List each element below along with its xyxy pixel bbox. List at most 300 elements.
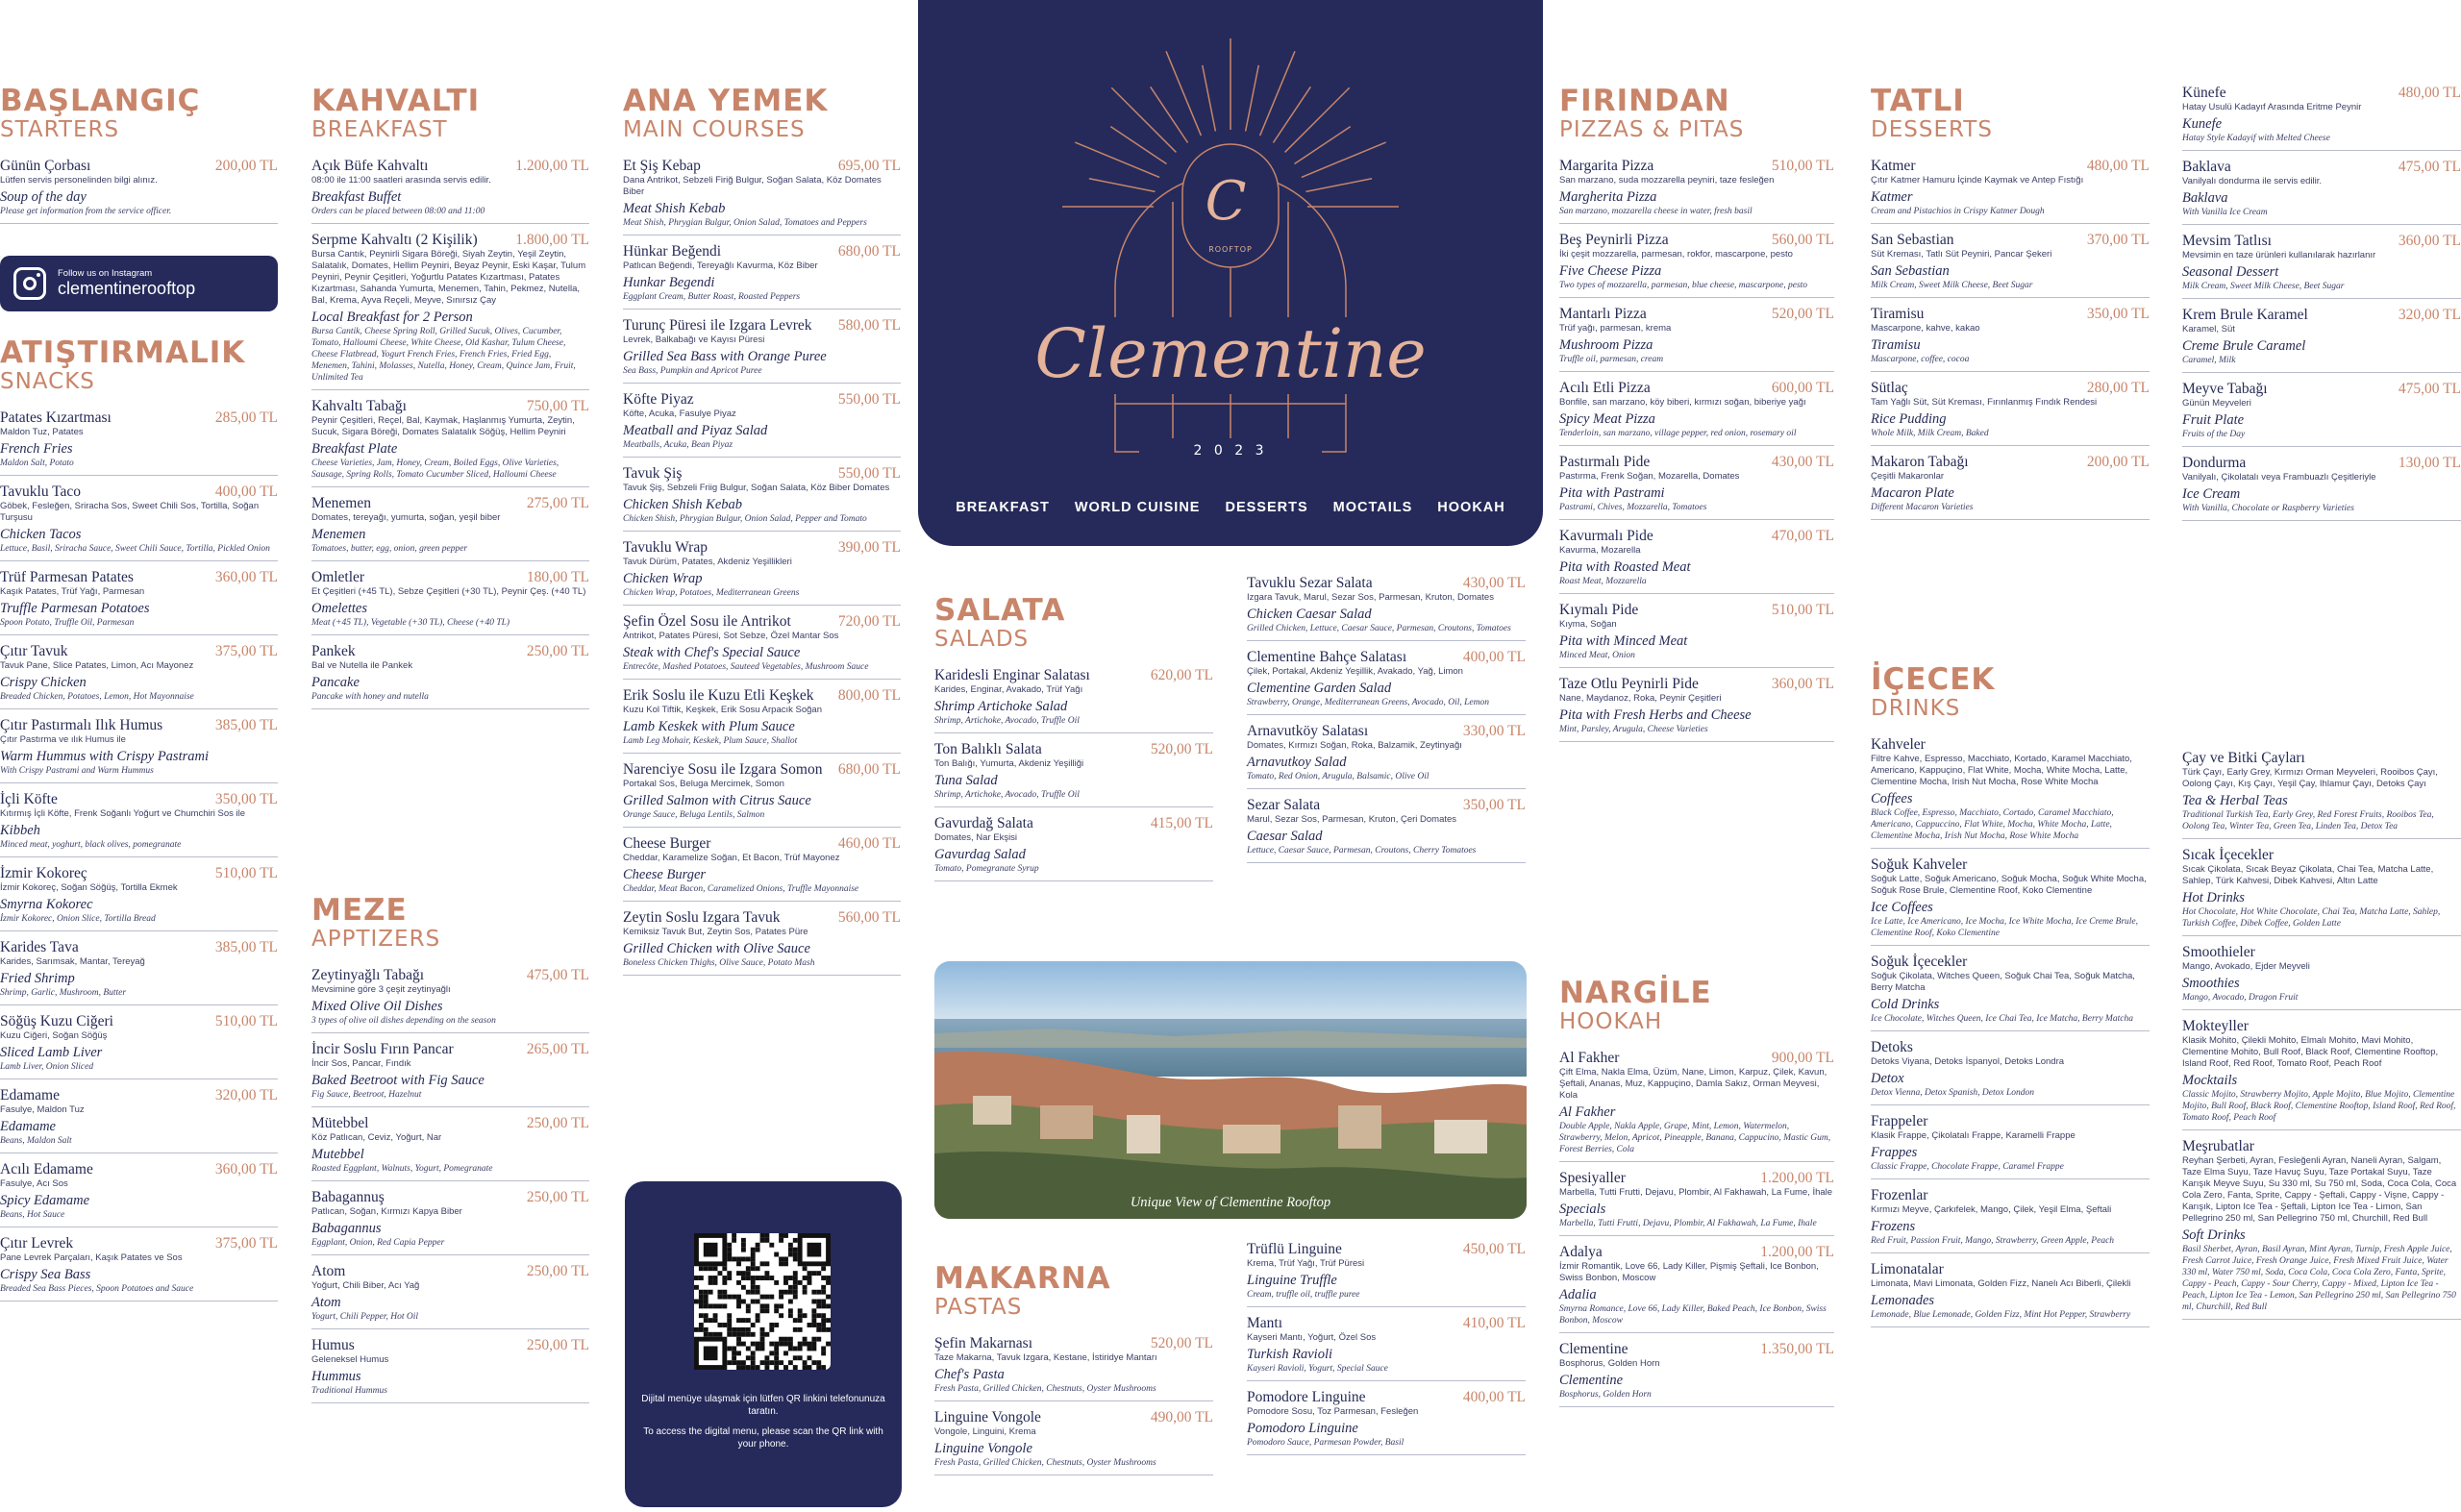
menu-item [1871, 736, 2150, 849]
menu-item-english-name: Arnavutkoy Salad [1247, 755, 1347, 770]
menu-item-name: Clementine Bahçe Salatası [1247, 649, 1407, 665]
menu-item-name: Krem Brule Karamel [2182, 307, 2308, 323]
menu-item-header [311, 1041, 589, 1058]
menu-item-description: Tavuk Dürüm, Patates, Akdeniz Yeşillikleri [623, 557, 792, 567]
menu-item-header [1871, 232, 2150, 249]
menu-item-header [2182, 381, 2461, 398]
menu-item-english-name: Creme Brule Caramel [2182, 338, 2306, 354]
menu-item-english-name: Warm Hummus with Crispy Pastrami [0, 749, 209, 764]
menu-item-english-description: Lamb Leg Mohair, Keskek, Plum Sauce, Shallot [623, 736, 798, 746]
menu-item-price: 200,00 TL [214, 158, 278, 174]
menu-item-description: 08:00 ile 11:00 saatleri arasında servis edilir. [311, 175, 491, 186]
menu-item-description: Bonfile, san marzano, köy biberi, kırmızı soğan, biberiye yağı [1559, 397, 1806, 408]
menu-item [1247, 1389, 1526, 1455]
menu-item-name: Şefin Makarnası [934, 1335, 1033, 1351]
menu-item-price: 360,00 TL [214, 569, 278, 585]
menu-item [1871, 306, 2150, 372]
menu-item [2182, 750, 2461, 839]
menu-item-header [1247, 797, 1526, 814]
menu-item-english-name: Clementine Garden Salad [1247, 681, 1392, 696]
menu-item-english-name: Soup of the day [0, 189, 87, 205]
menu-item-english-name: Pancake [311, 675, 360, 690]
menu-item-english-description: Caramel, Milk [2182, 356, 2236, 365]
menu-item-english-name: Hot Drinks [2182, 890, 2245, 905]
menu-item-description: Bosphorus, Golden Horn [1559, 1358, 1660, 1369]
menu-item [1559, 602, 1834, 668]
menu-item-english-description: Cream and Pistachios in Crispy Katmer Dough [1871, 207, 2045, 216]
menu-item-header [2182, 1138, 2461, 1155]
menu-item-english-name: Sliced Lamb Liver [0, 1045, 103, 1060]
menu-item-name: Meşrubatlar [2182, 1138, 2254, 1154]
menu-item-name: Tavuklu Taco [0, 483, 82, 500]
menu-item-description: Vanilyalı dondurma ile servis edilir. [2182, 176, 2323, 186]
menu-item-description: Maldon Tuz, Patates [0, 427, 84, 437]
menu-item-english-description: Smyrna Romance, Love 66, Lady Killer, Baked Peach, Ice Bonbon, Swiss Bonbon, Moscow [1559, 1304, 1827, 1326]
menu-item-description: Göbek, Fesleğen, Sriracha Sos, Sweet Chili Sos, Tortilla, Soğan Turşusu [0, 501, 260, 523]
menu-item-price: 800,00 TL [837, 687, 901, 704]
menu-item-price: 375,00 TL [214, 643, 278, 659]
menu-item-english-description: Fruits of the Day [2182, 430, 2246, 439]
menu-item [1559, 1050, 1834, 1162]
menu-item-english-name: Pita with Roasted Meat [1559, 559, 1691, 575]
section-title: MEZE [311, 893, 408, 928]
menu-item-price: 480,00 TL [2398, 85, 2461, 101]
menu-item [311, 1115, 589, 1181]
section-subtitle: SALADS [934, 627, 1030, 652]
menu-item-english-description: Breaded Sea Bass Pieces, Spoon Potatoes and Sauce [0, 1284, 194, 1294]
menu-item-english-description: Beans, Maldon Salt [0, 1136, 72, 1146]
menu-item-english-description: Minced meat, yoghurt, black olives, pomegranate [0, 840, 182, 850]
menu-item-english-name: Tiramisu [1871, 337, 1921, 353]
menu-item [1559, 158, 1834, 224]
menu-item-price: 385,00 TL [214, 939, 278, 955]
menu-item-price: 475,00 TL [526, 967, 589, 983]
menu-item-description: Trüf yağı, parmesan, krema [1559, 323, 1672, 334]
menu-item-price: 265,00 TL [526, 1041, 589, 1057]
menu-item-english-description: Marbella, Tutti Frutti, Dejavu, Plombir, Al Fakhawah, La Fume, Ihale [1559, 1219, 1817, 1228]
menu-item-price: 1.200,00 TL [1760, 1170, 1834, 1186]
menu-item-name: Tiramisu [1871, 306, 1925, 322]
menu-item-name: Turunç Püresi ile Izgara Levrek [623, 317, 812, 334]
menu-item-english-name: Crispy Chicken [0, 675, 87, 690]
menu-item-price: 450,00 TL [1462, 1241, 1526, 1257]
menu-item-name: Al Fakher [1559, 1050, 1620, 1066]
section-pastas2 [1247, 1241, 1526, 1463]
menu-item-price: 285,00 TL [214, 409, 278, 426]
menu-item-english-name: Turkish Ravioli [1247, 1347, 1333, 1362]
menu-item-name: Baklava [2182, 159, 2231, 175]
menu-item-name: Meyve Tabağı [2182, 381, 2268, 397]
menu-item-header [1871, 856, 2150, 874]
menu-item-header [2182, 750, 2461, 767]
menu-item-name: Spesiyaller [1559, 1170, 1626, 1186]
menu-item-header [2182, 233, 2461, 250]
menu-item-header [1247, 723, 1526, 740]
hero-nav [918, 500, 1543, 515]
menu-item-english-name: French Fries [0, 441, 73, 457]
menu-item [1871, 232, 2150, 298]
menu-item-header [934, 741, 1213, 758]
menu-item-header [1559, 528, 1834, 545]
menu-item [1247, 1241, 1526, 1307]
menu-item-english-description: Mango, Avocado, Dragon Fruit [2182, 993, 2299, 1003]
menu-item-description: Türk Çayı, Early Grey, Kırmızı Orman Meyveleri, Rooibos Çayı, Oolong Çayı, Kış Çayı, Yeşil Çay, Ihlamur Çayı, Detoks Çayı [2182, 767, 2438, 789]
section-title: SALATA [934, 593, 1066, 628]
menu-item-name: Serpme Kahvaltı (2 Kişilik) [311, 232, 478, 248]
menu-item-name: Mokteyller [2182, 1018, 2249, 1034]
menu-item-english-description: Yogurt, Chili Pepper, Hot Oil [311, 1312, 419, 1322]
menu-item [2182, 307, 2461, 373]
section-pastas1 [934, 1262, 1213, 1483]
qr-code[interactable] [694, 1233, 831, 1370]
menu-item-name: Linguine Vongole [934, 1409, 1041, 1425]
menu-item [2182, 85, 2461, 151]
menu-item-description: Patlıcan, Soğan, Kırmızı Kapya Biber [311, 1206, 462, 1217]
nav-moctails[interactable]: MOCTAILS [1332, 500, 1413, 515]
menu-item-price: 460,00 TL [837, 835, 901, 852]
menu-item-header [311, 495, 589, 512]
menu-item [2182, 847, 2461, 936]
menu-item [1247, 1315, 1526, 1381]
menu-item [623, 835, 901, 902]
menu-item-english-description: Lemonade, Blue Lemonade, Golden Fizz, Mint Hot Pepper, Strawberry [1871, 1310, 2131, 1320]
menu-item-name: Patates Kızartması [0, 409, 112, 426]
menu-item-description: Taze Makarna, Tavuk Izgara, Kestane, İstiridye Mantarı [934, 1352, 1157, 1363]
menu-item-name: Mantı [1247, 1315, 1283, 1331]
menu-item-english-name: Rice Pudding [1871, 411, 1947, 427]
menu-item [623, 243, 901, 310]
menu-item-english-name: Pita with Minced Meat [1559, 633, 1688, 649]
menu-item-english-description: Cheese Varieties, Jam, Honey, Cream, Boiled Eggs, Olive Varieties, Sausage, Spring Rolls, Tomato Cucumber Sliced, Halloumi Cheese [311, 459, 559, 480]
section-pizzas [1559, 85, 1834, 750]
menu-item-price: 550,00 TL [837, 465, 901, 482]
menu-item [2182, 233, 2461, 299]
menu-item-description: Klasik Mohito, Çilekli Mohito, Elmalı Mohito, Mavi Mohito, Clementine Mohito, Bull Roof, Black Roof, Clementine Rooftop, Island Roof, Red Roof, Tomato Roof, Peach Roof [2182, 1035, 2439, 1069]
menu-item-english-description: Beans, Hot Sauce [0, 1210, 65, 1220]
menu-item-header [311, 398, 589, 415]
instagram-handle[interactable]: clementinerooftop [58, 279, 196, 298]
menu-item-header [1559, 454, 1834, 471]
menu-item-description: Pomodore Sosu, Toz Parmesan, Fesleğen [1247, 1406, 1419, 1417]
menu-item-header [934, 815, 1213, 832]
menu-item-price: 620,00 TL [1150, 667, 1213, 683]
menu-item-english-name: Mocktails [2182, 1073, 2238, 1088]
menu-item-name: Arnavutköy Salatası [1247, 723, 1369, 739]
menu-item-english-name: San Sebastian [1871, 263, 1950, 279]
menu-item-name: Makaron Tabağı [1871, 454, 1969, 470]
menu-item-description: Soğuk Çikolata, Witches Queen, Soğuk Chai Tea, Soğuk Matcha, Berry Matcha [1871, 971, 2135, 993]
menu-item-english-description: Orders can be placed between 08:00 and 11:00 [311, 207, 485, 216]
menu-item-name: Beş Peynirli Pizza [1559, 232, 1669, 248]
menu-item [623, 539, 901, 606]
section-hookah [1559, 977, 1834, 1415]
menu-item-english-name: Soft Drinks [2182, 1227, 2246, 1243]
menu-item-english-description: Roast Meat, Mozzarella [1559, 577, 1647, 586]
menu-item-price: 900,00 TL [1771, 1050, 1834, 1066]
menu-item-price: 720,00 TL [837, 613, 901, 630]
menu-item-english-description: Mascarpone, coffee, cocoa [1871, 355, 1970, 364]
menu-item-price: 275,00 TL [526, 495, 589, 511]
menu-item [934, 1335, 1213, 1401]
menu-item-english-name: Ice Coffees [1871, 900, 1933, 915]
menu-item-price: 510,00 TL [214, 1013, 278, 1029]
menu-item-price: 350,00 TL [1462, 797, 1526, 813]
menu-item-name: Künefe [2182, 85, 2226, 101]
section-title: ATIŞTIRMALIK [0, 335, 246, 370]
menu-item-name: Pastırmalı Pide [1559, 454, 1651, 470]
menu-item-english-description: With Vanilla Ice Cream [2182, 208, 2268, 217]
menu-item-price: 320,00 TL [2398, 307, 2461, 323]
menu-item-name: İncir Soslu Fırın Pancar [311, 1041, 454, 1057]
menu-item-price: 470,00 TL [1771, 528, 1834, 544]
menu-item [311, 643, 589, 709]
menu-item-description: Krema, Trüf Yağı, Trüf Püresi [1247, 1258, 1365, 1269]
menu-item-name: İzmir Kokoreç [0, 865, 87, 881]
menu-item-description: Domates, Nar Ekşisi [934, 832, 1018, 843]
menu-item-english-description: Milk Cream, Sweet Milk Cheese, Beet Sugar [1871, 281, 2033, 290]
section-desserts [1871, 85, 2150, 528]
menu-item-header [623, 539, 901, 557]
menu-item-description: Çıtır Pastırma ve ılık Humus ile [0, 734, 126, 745]
menu-item-price: 350,00 TL [214, 791, 278, 807]
menu-item-price: 475,00 TL [2398, 381, 2461, 397]
menu-item [1247, 649, 1526, 715]
menu-item-price: 330,00 TL [1462, 723, 1526, 739]
menu-item-english-description: Lamb Liver, Onion Sliced [0, 1062, 94, 1072]
menu-item-header [0, 939, 278, 956]
city-view-image [934, 961, 1527, 1219]
menu-item-price: 360,00 TL [214, 1161, 278, 1177]
menu-item [1247, 797, 1526, 863]
menu-item-description: Tam Yağlı Süt, Süt Kreması, Fırınlanmış Fındık Rendesi [1871, 397, 2098, 408]
menu-item-english-name: Atom [311, 1295, 341, 1310]
menu-item-description: San marzano, suda mozzarella peyniri, taze fesleğen [1559, 175, 1775, 186]
menu-item-header [2182, 307, 2461, 324]
menu-item-header [0, 1087, 278, 1104]
menu-item-price: 130,00 TL [2398, 455, 2461, 471]
menu-item-description: İzmir Romantik, Love 66, Lady Killer, Pişmiş Şeftali, Ice Bonbon, Swiss Bonbon, Moscow [1559, 1261, 1819, 1283]
menu-item-header [1871, 1039, 2150, 1056]
menu-item-description: Marbella, Tutti Frutti, Dejavu, Plombir, Al Fakhawah, La Fume, İhale [1559, 1187, 1833, 1198]
menu-item-english-description: Maldon Salt, Potato [0, 459, 74, 468]
menu-item [1871, 1039, 2150, 1105]
menu-item-english-name: Spicy Meat Pizza [1559, 411, 1655, 427]
menu-item-english-name: Specials [1559, 1202, 1606, 1217]
instagram-follow-text: Follow us on Instagram [58, 268, 153, 279]
menu-item-header [1559, 306, 1834, 323]
nav-hookah[interactable]: HOOKAH [1437, 500, 1505, 515]
menu-item-english-name: Macaron Plate [1871, 485, 1954, 501]
menu-item-header [0, 791, 278, 808]
menu-item-english-description: Ice Latte, Ice Americano, Ice Mocha, Ice White Mocha, Ice Creme Brule, Clementine Roof, Koko Clementine [1871, 917, 2139, 938]
menu-item-header [623, 687, 901, 705]
menu-item-english-name: Chicken Tacos [0, 527, 82, 542]
menu-item-description: Köz Patlıcan, Ceviz, Yoğurt, Nar [311, 1132, 442, 1143]
menu-item-description: Izgara Tavuk, Marul, Sezar Sos, Parmesan, Kruton, Domates [1247, 592, 1494, 603]
menu-item-header [1247, 649, 1526, 666]
menu-item-header [1559, 676, 1834, 693]
menu-item-description: Çeşitli Makaronlar [1871, 471, 1945, 482]
section-subtitle: STARTERS [0, 117, 120, 142]
menu-item-name: Omletler [311, 569, 365, 585]
menu-item-price: 1.350,00 TL [1760, 1341, 1834, 1357]
menu-item-name: Zeytinyağlı Tabağı [311, 967, 424, 983]
menu-item-english-name: Grilled Chicken with Olive Sauce [623, 941, 810, 956]
menu-item-english-name: Fried Shrimp [0, 971, 75, 986]
menu-item-english-name: Grilled Salmon with Citrus Sauce [623, 793, 811, 808]
menu-item [1871, 954, 2150, 1031]
menu-item-description: Lütfen servis personelinden bilgi alınız. [0, 175, 158, 186]
menu-item-header [1559, 380, 1834, 397]
menu-item-description: Süt Kreması, Tatlı Süt Peyniri, Pancar Şekeri [1871, 249, 2052, 260]
menu-item [0, 409, 278, 476]
section-main [623, 85, 901, 983]
menu-item-english-name: Meat Shish Kebab [623, 201, 726, 216]
rooftop-view-photo [934, 961, 1527, 1219]
menu-item-name: Tavuklu Sezar Salata [1247, 575, 1373, 591]
menu-item-name: Günün Çorbası [0, 158, 91, 174]
menu-item [2182, 944, 2461, 1010]
menu-item-description: Detoks Viyana, Detoks İspanyol, Detoks Londra [1871, 1056, 2065, 1067]
menu-item-description: Günün Meyveleri [2182, 398, 2251, 409]
logo-script-text: Clementine [1034, 314, 1427, 393]
menu-item-english-description: Whole Milk, Milk Cream, Baked [1871, 429, 1989, 438]
menu-item [0, 569, 278, 635]
menu-item-name: Söğüş Kuzu Ciğeri [0, 1013, 113, 1029]
menu-item-description: Tavuk Pane, Slice Patates, Limon, Acı Mayonez [0, 660, 194, 671]
menu-item-english-name: Pomodoro Linguine [1247, 1421, 1358, 1436]
menu-item-english-description: Strawberry, Orange, Mediterranean Greens, Avocado, Oil, Lemon [1247, 698, 1489, 707]
section-subtitle: PIZZAS & PITAS [1559, 117, 1745, 142]
menu-item-header [934, 667, 1213, 684]
menu-item-description: Mango, Avokado, Ejder Meyveli [2182, 961, 2310, 972]
menu-item [623, 465, 901, 532]
menu-item-english-description: Hot Chocolate, Hot White Chocolate, Chai Tea, Matcha Latte, Sahlep, Turkish Coffee, Dibek Coffee, Golden Latte [2182, 907, 2441, 929]
menu-item-name: Kahveler [1871, 736, 1926, 753]
menu-item-header [1247, 575, 1526, 592]
menu-item-header [1871, 1113, 2150, 1130]
menu-item-header [2182, 944, 2461, 961]
menu-item-name: Kıymalı Pide [1559, 602, 1639, 618]
menu-item [934, 1409, 1213, 1475]
menu-item-description: Karamel, Süt [2182, 324, 2235, 335]
menu-item-price: 415,00 TL [1150, 815, 1213, 831]
menu-item [623, 317, 901, 384]
menu-item-english-name: Steak with Chef's Special Sauce [623, 645, 801, 660]
menu-item-name: Narenciye Sosu ile Izgara Somon [623, 761, 823, 778]
menu-item-name: Humus [311, 1337, 355, 1353]
instagram-badge[interactable] [0, 256, 278, 311]
menu-item-header [0, 409, 278, 427]
menu-item-english-name: Katmer [1871, 189, 1913, 205]
menu-item-english-description: Truffle oil, parmesan, cream [1559, 355, 1664, 364]
section-title: BAŞLANGIÇ [0, 84, 201, 118]
menu-item [1871, 1187, 2150, 1253]
menu-item-price: 520,00 TL [1771, 306, 1834, 322]
menu-item-english-name: Tuna Salad [934, 773, 998, 788]
menu-item-header [1871, 954, 2150, 971]
menu-item-name: Ton Balıklı Salata [934, 741, 1042, 757]
menu-item-description: Çıtır Katmer Hamuru İçinde Kaymak ve Antep Fıstığı [1871, 175, 2084, 186]
menu-item-english-description: Meat (+45 TL), Vegetable (+30 TL), Cheese (+40 TL) [311, 618, 510, 628]
menu-item-english-name: Mushroom Pizza [1559, 337, 1653, 353]
menu-item-name: Sıcak İçecekler [2182, 847, 2275, 863]
menu-item-name: Menemen [311, 495, 371, 511]
section-title: KAHVALTI [311, 84, 481, 118]
menu-item-english-name: Breakfast Buffet [311, 189, 402, 205]
menu-item-price: 400,00 TL [1462, 649, 1526, 665]
menu-item-name: Pomodore Linguine [1247, 1389, 1366, 1405]
menu-item-name: Karides Tava [0, 939, 79, 955]
menu-item-price: 390,00 TL [837, 539, 901, 556]
nav-breakfast[interactable]: BREAKFAST [956, 500, 1050, 515]
menu-item-name: Margarita Pizza [1559, 158, 1654, 174]
menu-item-english-name: Gavurdag Salad [934, 847, 1026, 862]
menu-item [311, 569, 589, 635]
menu-item-english-description: Entrecôte, Mashed Potatoes, Sauteed Vegetables, Mushroom Sauce [623, 662, 869, 672]
menu-item-description: Kuzu Ciğeri, Soğan Söğüş [0, 1030, 108, 1041]
nav-world-cuisine[interactable]: WORLD CUISINE [1074, 500, 1201, 515]
menu-item-english-name: Detox [1871, 1071, 1904, 1086]
menu-item-description: Peynir Çeşitleri, Reçel, Bal, Kaymak, Haşlanmış Yumurta, Zeytin, Sucuk, Sigara Böreği, Domates Salatalık Söğüş, Hellim Peyniri [311, 415, 575, 437]
menu-item-name: Taze Otlu Peynirli Pide [1559, 676, 1699, 692]
menu-item-name: Soğuk Kahveler [1871, 856, 1968, 873]
menu-item-english-name: Crispy Sea Bass [0, 1267, 91, 1282]
menu-item-english-name: Adalia [1559, 1287, 1597, 1302]
menu-item [1559, 306, 1834, 372]
menu-item-description: Domates, tereyağı, yumurta, soğan, yeşil biber [311, 512, 501, 523]
menu-item-price: 250,00 TL [526, 1263, 589, 1279]
menu-item-description: İncir Sos, Pancar, Fındık [311, 1058, 411, 1069]
menu-item [311, 1189, 589, 1255]
menu-item [934, 741, 1213, 807]
menu-item-description: Karides, Enginar, Avakado, Trüf Yağı [934, 684, 1083, 695]
menu-item-description: Geleneksel Humus [311, 1354, 389, 1365]
menu-item-price: 430,00 TL [1462, 575, 1526, 591]
svg-text:C: C [1205, 170, 1247, 233]
section-salads2 [1247, 575, 1526, 871]
section-desserts2 [2182, 85, 2461, 529]
menu-item-english-description: Lettuce, Caesar Sauce, Parmesan, Croutons, Cherry Tomatoes [1247, 846, 1477, 855]
menu-item-header [311, 1189, 589, 1206]
logo-rooftop-text: ROOFTOP [1208, 245, 1253, 254]
menu-item-english-description: Detox Vienna, Detox Spanish, Detox London [1871, 1088, 2034, 1098]
nav-desserts[interactable]: DESSERTS [1225, 500, 1308, 515]
menu-item-header [311, 569, 589, 586]
menu-item-english-name: Clementine [1559, 1373, 1624, 1388]
menu-item [1871, 856, 2150, 946]
section-starters [0, 85, 278, 232]
menu-item-name: Acılı Etli Pizza [1559, 380, 1651, 396]
menu-item-english-name: Tea & Herbal Teas [2182, 793, 2288, 808]
menu-item-name: Mütebbel [311, 1115, 369, 1131]
section-snacks [0, 336, 278, 1309]
menu-item-header [0, 569, 278, 586]
menu-item [311, 1337, 589, 1403]
menu-item-english-name: Local Breakfast for 2 Person [311, 310, 473, 325]
menu-item-english-name: Breakfast Plate [311, 441, 398, 457]
menu-item-name: Atom [311, 1263, 346, 1279]
menu-item-description: Mevsimine göre 3 çeşit zeytinyağlı [311, 984, 451, 995]
menu-item-english-name: Lamb Keskek with Plum Sauce [623, 719, 795, 734]
menu-item-description: Cheddar, Karamelize Soğan, Et Bacon, Trüf Mayonez [623, 853, 840, 863]
menu-item-name: Tavuk Şiş [623, 465, 683, 482]
menu-item-description: Levrek, Balkabağı ve Kayısı Püresi [623, 335, 765, 345]
menu-item-english-description: İzmir Kokorec, Onion Slice, Tortilla Bread [0, 914, 156, 924]
menu-item-english-description: Traditional Turkish Tea, Early Grey, Red Forest Fruits, Rooibos Tea, Oolong Tea, Winter Tea, Green Tea, Linden Tea, Detox Tea [2182, 810, 2434, 831]
menu-item-header [623, 465, 901, 483]
menu-item-header [2182, 85, 2461, 102]
